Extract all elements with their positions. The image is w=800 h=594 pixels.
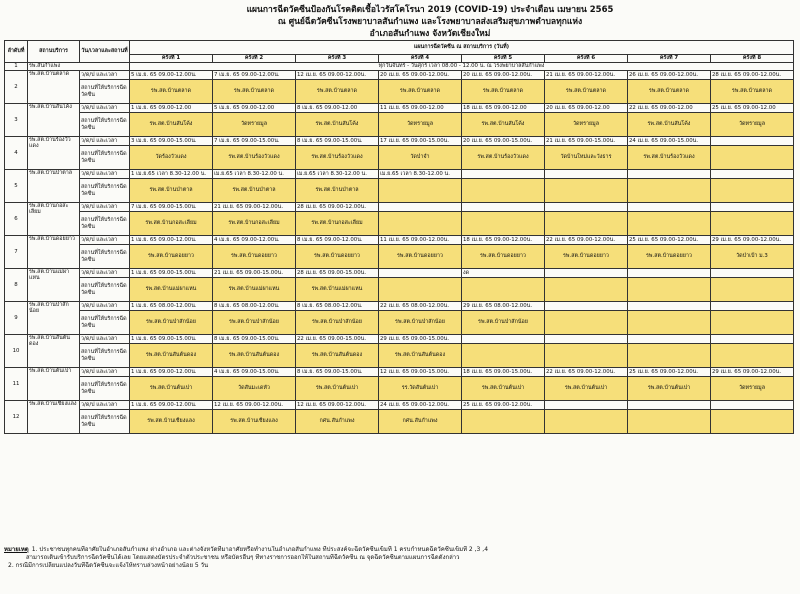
date-cell [628, 170, 711, 179]
date-cell: 12 เม.ย. 65 09.00-12.00น. [296, 71, 379, 80]
site-cell: วัดบ้านใหม่และวังธาร [545, 146, 628, 170]
date-cell: งด [462, 269, 545, 278]
row-number: 3 [5, 104, 28, 137]
site-cell: รพ.สต.บ้านตลาด [213, 80, 296, 104]
date-cell: 5 เม.ย. 65 09.00-12.00 [213, 104, 296, 113]
document-header [150, 4, 710, 40]
row-number: 11 [5, 368, 28, 401]
date-cell [545, 401, 628, 410]
date-cell: 20 เม.ย. 65 09.00-12.00 [545, 104, 628, 113]
date-cell [545, 335, 628, 344]
datetime-label: ว/ด/ป และเวลา [80, 236, 130, 245]
site-cell [545, 311, 628, 335]
table-row [5, 410, 794, 434]
site-cell [462, 212, 545, 236]
date-cell: 21 เม.ย. 65 09.00-12.00น. [545, 71, 628, 80]
site-cell: รพ.สต.บ้านตลาด [296, 80, 379, 104]
date-cell: เม.ย.65 เวลา 8.30-12.00 น. [379, 170, 462, 179]
site-cell: วัดสันมะเดหัว [213, 377, 296, 401]
table-row [5, 212, 794, 236]
table-row [5, 302, 794, 311]
site-label: สถานที่ให้บริการฉีดวัคซีน [80, 377, 130, 401]
date-cell: 8 เม.ย. 65 09.00-15.00น. [213, 335, 296, 344]
date-cell [711, 170, 794, 179]
date-cell [711, 269, 794, 278]
date-cell: 29 เม.ย. 65 09.00-12.00น. [711, 368, 794, 377]
notes-section [4, 546, 794, 570]
date-cell: 1 เม.ย. 65 08.00-12.00น. [130, 302, 213, 311]
round-header: ครั้งที่ 4 [379, 55, 462, 63]
table-row [5, 63, 794, 71]
date-cell [628, 203, 711, 212]
datetime-label: ว/ด/ป และเวลา [80, 302, 130, 311]
date-cell: 8 เม.ย. 65 08.00-12.00น. [296, 302, 379, 311]
site-cell [545, 410, 628, 434]
date-cell: 1 เม.ย. 65 09.00-12.00 [130, 104, 213, 113]
facility-name: รพ.สต.บ้านตลาด [28, 71, 80, 104]
site-cell: รพ.สต.บ้านกอสะเลียม [213, 212, 296, 236]
table-row [5, 236, 794, 245]
table-row [5, 137, 794, 146]
col-header-plan: แผนการฉีดวัคซีน ณ สถานบริการ (วันที่) [130, 41, 794, 55]
facility-name: รพ.สต.บ้านแม่ผาแหน [28, 269, 80, 302]
row-number: 12 [5, 401, 28, 434]
col-header-datetime: วัน/เวลาและสถานที่ [80, 41, 130, 63]
row-number: 5 [5, 170, 28, 203]
site-cell [711, 146, 794, 170]
site-cell: วัดทรายมูล [711, 377, 794, 401]
round-header: ครั้งที่ 6 [545, 55, 628, 63]
site-label: สถานที่ให้บริการฉีดวัคซีน [80, 80, 130, 104]
site-cell: รพ.สต.บ้านร้องวัวแดง [628, 146, 711, 170]
table-row [5, 179, 794, 203]
date-cell [545, 170, 628, 179]
site-cell: รพ.สต.บ้านเชียงแลง [130, 410, 213, 434]
site-cell [711, 179, 794, 203]
facility-name: รพ.สต.บ้านสันต้นดอง [28, 335, 80, 368]
table-row [5, 245, 794, 269]
date-cell: 25 เม.ย. 65 09.00-12.00น. [628, 236, 711, 245]
date-cell [545, 302, 628, 311]
round-header: ครั้งที่ 5 [462, 55, 545, 63]
date-cell [462, 170, 545, 179]
site-cell: รพ.สต.บ้านสันโค้ง [130, 113, 213, 137]
date-cell: 8 เม.ย. 65 09.00-12.00 [296, 104, 379, 113]
date-cell [711, 137, 794, 146]
site-cell [628, 311, 711, 335]
datetime-label: ว/ด/ป และเวลา [80, 203, 130, 212]
date-cell [628, 401, 711, 410]
table-row [5, 104, 794, 113]
date-cell: 11 เม.ย. 65 09.00-12.00 [379, 104, 462, 113]
date-cell: 22 เม.ย. 65 08.00-12.00น. [379, 302, 462, 311]
date-cell: 8 เม.ย. 65 09.00-15.00น. [296, 137, 379, 146]
table-row [5, 269, 794, 278]
site-cell [711, 410, 794, 434]
date-cell: 18 เม.ย. 65 09.00-12.00 [462, 104, 545, 113]
table-row [5, 311, 794, 335]
table-row [5, 146, 794, 170]
site-cell [711, 311, 794, 335]
date-cell: 28 เม.ย. 65 09.00-15.00น. [296, 269, 379, 278]
date-cell: 25 เม.ย. 65 09.00-12.00น. [628, 368, 711, 377]
site-cell: วัดทรายมูล [545, 113, 628, 137]
date-cell [379, 269, 462, 278]
table-row [5, 377, 794, 401]
datetime-label: ว/ด/ป และเวลา [80, 368, 130, 377]
site-cell [379, 212, 462, 236]
date-cell: 4 เม.ย. 65 09.00-12.00น. [213, 236, 296, 245]
site-cell: รพ.สต.บ้านต้นเปา [545, 377, 628, 401]
site-cell [628, 212, 711, 236]
site-cell [711, 278, 794, 302]
date-cell: 18 เม.ย. 65 09.00-12.00น. [462, 236, 545, 245]
date-cell: 22 เม.ย. 65 09.00-12.00 [628, 104, 711, 113]
site-label: สถานที่ให้บริการฉีดวัคซีน [80, 146, 130, 170]
date-cell: 1 เม.ย. 65 09.00-15.00น. [130, 335, 213, 344]
datetime-label: ว/ด/ป และเวลา [80, 269, 130, 278]
col-header-place: สถานบริการ [28, 41, 80, 63]
round-header: ครั้งที่ 7 [628, 55, 711, 63]
facility-name: รพ.สต.บ้านดอยยาว [28, 236, 80, 269]
date-cell: 4 เม.ย. 65 09.00-15.00น. [213, 368, 296, 377]
site-cell [545, 212, 628, 236]
notes-heading: หมายเหตุ [4, 546, 29, 553]
row-number: 6 [5, 203, 28, 236]
row-number: 9 [5, 302, 28, 335]
datetime-label: ว/ด/ป และเวลา [80, 401, 130, 410]
site-cell: รร.วัดสันต้นเปา [379, 377, 462, 401]
site-cell: รพ.สต.บ้านป่าตาล [213, 179, 296, 203]
date-cell [379, 203, 462, 212]
facility-name: รพ.สันกำแพง [28, 63, 130, 71]
date-cell: 22 เม.ย. 65 09.00-12.00น. [545, 236, 628, 245]
date-cell: 7 เม.ย. 65 09.00-12.00น. [213, 71, 296, 80]
date-cell: 1 เม.ย. 65 09.00-12.00น. [130, 401, 213, 410]
site-cell: รพ.สต.บ้านสันโค้ง [628, 113, 711, 137]
date-cell: 12 เม.ย. 65 09.00-12.00น. [296, 401, 379, 410]
site-cell: รพ.สต.บ้านแม่ผาแหน [213, 278, 296, 302]
date-cell: เม.ย.65 เวลา 8.30-12.00 น. [213, 170, 296, 179]
date-cell: 18 เม.ย. 65 09.00-15.00น. [462, 368, 545, 377]
site-cell: รพ.สต.บ้านร้องวัวแดง [462, 146, 545, 170]
table-row [5, 401, 794, 410]
vaccination-schedule-table [4, 40, 794, 434]
date-cell: 28 เม.ย. 65 09.00-12.00น. [296, 203, 379, 212]
date-cell: 7 เม.ย. 65 09.00-15.00น. [213, 137, 296, 146]
site-cell: รพ.สต.บ้านดอยยาว [296, 245, 379, 269]
facility-name: รพ.สต.บ้านสันโค้ง [28, 104, 80, 137]
site-label: สถานที่ให้บริการฉีดวัคซีน [80, 113, 130, 137]
date-cell [711, 302, 794, 311]
site-cell: รพ.สต.บ้านตลาด [130, 80, 213, 104]
date-cell: 8 เม.ย. 65 09.00-15.00น. [296, 368, 379, 377]
table-row [5, 368, 794, 377]
site-cell: รพ.สต.บ้านป่าสักน้อย [296, 311, 379, 335]
site-cell: กศน.สันกำแพง [379, 410, 462, 434]
site-cell: รพ.สต.บ้านต้นเปา [462, 377, 545, 401]
date-cell: 11 เม.ย. 65 09.00-12.00น. [379, 236, 462, 245]
facility-name: รพ.สต.บ้านต้นเปา [28, 368, 80, 401]
header-district: อำเภอสันกำแพง จังหวัดเชียงใหม่ [369, 29, 491, 39]
site-cell [379, 179, 462, 203]
date-cell: 20 เม.ย. 65 09.00-12.00น. [379, 71, 462, 80]
note-2: 2. กรณีมีการเปลี่ยนแปลงวันที่ฉีดวัคซีนจะแจ้งให้ทราบล่วงหน้าอย่างน้อย 5 วัน [8, 562, 209, 569]
site-cell: รพ.สต.บ้านต้นเปา [296, 377, 379, 401]
date-cell: 3 เม.ย. 65 09.00-15.00น. [130, 137, 213, 146]
site-cell [462, 278, 545, 302]
table-row [5, 344, 794, 368]
row-number: 4 [5, 137, 28, 170]
site-cell [711, 212, 794, 236]
site-cell: รพ.สต.บ้านแม่ผาแหน [130, 278, 213, 302]
facility-name: รพ.สต.บ้านป่าตาล [28, 170, 80, 203]
date-cell: 29 เม.ย. 65 08.00-12.00น. [462, 302, 545, 311]
date-cell: 17 เม.ย. 65 09.00-15.00น. [379, 137, 462, 146]
date-cell: 8 เม.ย. 65 09.00-12.00น. [296, 236, 379, 245]
table-row [5, 71, 794, 80]
site-cell [628, 344, 711, 368]
col-header-no: ลำดับที่ [5, 41, 28, 63]
site-label: สถานที่ให้บริการฉีดวัคซีน [80, 212, 130, 236]
row-number: 10 [5, 335, 28, 368]
date-cell: 20 เม.ย. 65 09.00-12.00น. [462, 71, 545, 80]
site-cell: รพ.สต.บ้านป่าสักน้อย [462, 311, 545, 335]
table-body [5, 63, 794, 434]
date-cell: 26 เม.ย. 65 09.00-12.00น. [628, 71, 711, 80]
site-cell: รพ.สต.บ้านป่าตาล [296, 179, 379, 203]
facility-name: รพ.สต.บ้านร้องวัวแดง [28, 137, 80, 170]
note-1a: 1. ประชาชนทุกคนที่อาศัยในอำเภอสันกำแพง ต่างอำเภอ และต่างจังหวัดที่มาอาศัยหรือทำงานในอำเภอสันกำแพง ที่ประสงค์จะฉีดวัคซีนเข็มที่ 1 ครบกำหนดฉีดวัคซีนเข็มที่ 2 ,3 ,4 [31, 546, 489, 553]
date-cell: 7 เม.ย. 65 09.00-15.00น. [130, 203, 213, 212]
site-cell: วัดทรายมูล [379, 113, 462, 137]
date-cell: 22 เม.ย. 65 09.00-15.00น. [296, 335, 379, 344]
site-cell: กศน.สันกำแพง [296, 410, 379, 434]
site-cell [628, 410, 711, 434]
site-cell: รพ.สต.บ้านแม่ผาแหน [296, 278, 379, 302]
site-cell: รพ.สต.บ้านสันต้นดอง [296, 344, 379, 368]
site-cell: รพ.สต.บ้านดอยยาว [379, 245, 462, 269]
table-row [5, 170, 794, 179]
site-cell: รพ.สต.บ้านตลาด [379, 80, 462, 104]
date-cell: 8 เม.ย. 65 08.00-12.00น. [213, 302, 296, 311]
table-row [5, 80, 794, 104]
date-cell: 21 เม.ย. 65 09.00-15.00น. [545, 137, 628, 146]
site-cell [628, 179, 711, 203]
date-cell: 5 เม.ย. 65 09.00-12.00น. [130, 71, 213, 80]
site-cell: รพ.สต.บ้านป่าสักน้อย [130, 311, 213, 335]
date-cell [711, 203, 794, 212]
round-header: ครั้งที่ 8 [711, 55, 794, 63]
site-cell: วัดร้องวัวแดง [130, 146, 213, 170]
date-cell [711, 401, 794, 410]
note-1b: สามารถเดินเข้ารับบริการฉีดวัคซีนได้เลย โดยแสดงบัตรประจำตัวประชาชน หรือบัตรอื่นๆ ที่ทางราชการออกให้ในสถานที่ฉีดวัคซีน ณ จุดฉีดวัคซีนตามแผนการฉีดดังกล่าว [26, 554, 460, 561]
date-cell [462, 203, 545, 212]
site-cell: รพ.สต.บ้านร้องวัวแดง [296, 146, 379, 170]
site-cell: รพ.สต.บ้านป่าสักน้อย [379, 311, 462, 335]
date-cell: 29 เม.ย. 65 09.00-15.00น. [379, 335, 462, 344]
date-cell [462, 335, 545, 344]
hospital-schedule-text: ทุกวันจันทร์ - วันศุกร์ เวลา 08.00 - 12.00 น. ณ โรงพยาบาลสันกำแพง [130, 63, 794, 71]
date-cell: 22 เม.ย. 65 09.00-12.00น. [545, 368, 628, 377]
date-cell: 21 เม.ย. 65 09.00-15.00น. [213, 269, 296, 278]
site-cell: วัดป่าจำ [379, 146, 462, 170]
date-cell [545, 203, 628, 212]
row-number: 8 [5, 269, 28, 302]
site-cell [379, 278, 462, 302]
datetime-label: ว/ด/ป และเวลา [80, 71, 130, 80]
site-cell: รพ.สต.บ้านดอยยาว [213, 245, 296, 269]
row-number: 7 [5, 236, 28, 269]
site-cell: รพ.สต.บ้านสันต้นดอง [130, 344, 213, 368]
site-label: สถานที่ให้บริการฉีดวัคซีน [80, 278, 130, 302]
site-cell: รพ.สต.บ้านป่าสักน้อย [213, 311, 296, 335]
date-cell: 25 เม.ย. 65 09.00-12.00น. [462, 401, 545, 410]
date-cell: 1 เม.ย. 65 09.00-15.00น. [130, 269, 213, 278]
date-cell: 25 เม.ย. 65 09.00-12.00 [711, 104, 794, 113]
date-cell: 28 เม.ย. 65 09.00-12.00น. [711, 71, 794, 80]
facility-name: รพ.สต.บ้านป่าสักน้อย [28, 302, 80, 335]
site-cell: รพ.สต.บ้านป่าตาล [130, 179, 213, 203]
site-cell: วัดป่าเป้า ม.3 [711, 245, 794, 269]
site-cell [545, 344, 628, 368]
site-cell: วัดทรายมูล [213, 113, 296, 137]
site-cell [545, 278, 628, 302]
site-cell: รพ.สต.บ้านร้องวัวแดง [213, 146, 296, 170]
site-cell [545, 179, 628, 203]
site-cell: รพ.สต.บ้านตลาด [711, 80, 794, 104]
date-cell [628, 269, 711, 278]
date-cell [545, 269, 628, 278]
site-cell: รพ.สต.บ้านสันต้นดอง [379, 344, 462, 368]
date-cell: 12 เม.ย. 65 09.00-12.00น. [213, 401, 296, 410]
row-number: 2 [5, 71, 28, 104]
site-cell: รพ.สต.บ้านตลาด [462, 80, 545, 104]
site-cell: รพ.สต.บ้านสันโค้ง [462, 113, 545, 137]
site-cell: รพ.สต.บ้านกอสะเลียม [296, 212, 379, 236]
row-number: 1 [5, 63, 28, 71]
header-title: แผนการฉีดวัคซีนป้องกันโรคติดเชื้อไวรัสโคโรนา 2019 (COVID-19) ประจำเดือน เมษายน 2565 [246, 5, 614, 15]
facility-name: รพ.สต.บ้านกอสะเลียม [28, 203, 80, 236]
site-cell: รพ.สต.บ้านดอยยาว [130, 245, 213, 269]
table-row [5, 335, 794, 344]
table-row [5, 113, 794, 137]
site-label: สถานที่ให้บริการฉีดวัคซีน [80, 410, 130, 434]
date-cell [711, 335, 794, 344]
table-row [5, 203, 794, 212]
date-cell: 1 เม.ย.65 เวลา 8.30-12.00 น. [130, 170, 213, 179]
site-cell: วัดทรายมูล [711, 113, 794, 137]
datetime-label: ว/ด/ป และเวลา [80, 104, 130, 113]
facility-name: รพ.สต.บ้านเชียงแลง [28, 401, 80, 434]
round-header: ครั้งที่ 3 [296, 55, 379, 63]
site-cell [462, 344, 545, 368]
site-cell: รพ.สต.บ้านดอยยาว [545, 245, 628, 269]
date-cell: 21 เม.ย. 65 09.00-12.00น. [213, 203, 296, 212]
site-cell: รพ.สต.บ้านกอสะเลียม [130, 212, 213, 236]
site-label: สถานที่ให้บริการฉีดวัคซีน [80, 344, 130, 368]
table-row [5, 278, 794, 302]
site-cell: รพ.สต.บ้านดอยยาว [462, 245, 545, 269]
datetime-label: ว/ด/ป และเวลา [80, 335, 130, 344]
date-cell [628, 335, 711, 344]
site-cell [711, 344, 794, 368]
header-subtitle: ณ ศูนย์ฉีดวัคซีนโรงพยาบาลสันกำแพง และโรงพยาบาลส่งเสริมสุขภาพตำบลทุกแห่ง [277, 17, 583, 27]
date-cell: 29 เม.ย. 65 09.00-12.00น. [711, 236, 794, 245]
date-cell [628, 302, 711, 311]
date-cell: 1 เม.ย. 65 09.00-12.00น. [130, 236, 213, 245]
site-label: สถานที่ให้บริการฉีดวัคซีน [80, 179, 130, 203]
date-cell: เม.ย.65 เวลา 8.30-12.00 น. [296, 170, 379, 179]
site-cell [628, 278, 711, 302]
site-label: สถานที่ให้บริการฉีดวัคซีน [80, 311, 130, 335]
site-cell [462, 179, 545, 203]
datetime-label: ว/ด/ป และเวลา [80, 170, 130, 179]
datetime-label: ว/ด/ป และเวลา [80, 137, 130, 146]
site-cell: รพ.สต.บ้านต้นเปา [628, 377, 711, 401]
round-header: ครั้งที่ 2 [213, 55, 296, 63]
date-cell: 1 เม.ย. 65 09.00-12.00น. [130, 368, 213, 377]
site-cell: รพ.สต.บ้านสันต้นดอง [213, 344, 296, 368]
table-header [5, 41, 794, 63]
round-header: ครั้งที่ 1 [130, 55, 213, 63]
site-cell: รพ.สต.บ้านสันโค้ง [296, 113, 379, 137]
site-cell: รพ.สต.บ้านตลาด [545, 80, 628, 104]
site-label: สถานที่ให้บริการฉีดวัคซีน [80, 245, 130, 269]
date-cell: 20 เม.ย. 65 09.00-15.00น. [462, 137, 545, 146]
site-cell: รพ.สต.บ้านตลาด [628, 80, 711, 104]
date-cell: 24 เม.ย. 65 09.00-15.00น. [628, 137, 711, 146]
date-cell: 24 เม.ย. 65 09.00-12.00น. [379, 401, 462, 410]
site-cell: รพ.สต.บ้านเชียงแลง [213, 410, 296, 434]
date-cell: 12 เม.ย. 65 09.00-15.00น. [379, 368, 462, 377]
site-cell [462, 410, 545, 434]
site-cell: รพ.สต.บ้านต้นเปา [130, 377, 213, 401]
site-cell: รพ.สต.บ้านดอยยาว [628, 245, 711, 269]
